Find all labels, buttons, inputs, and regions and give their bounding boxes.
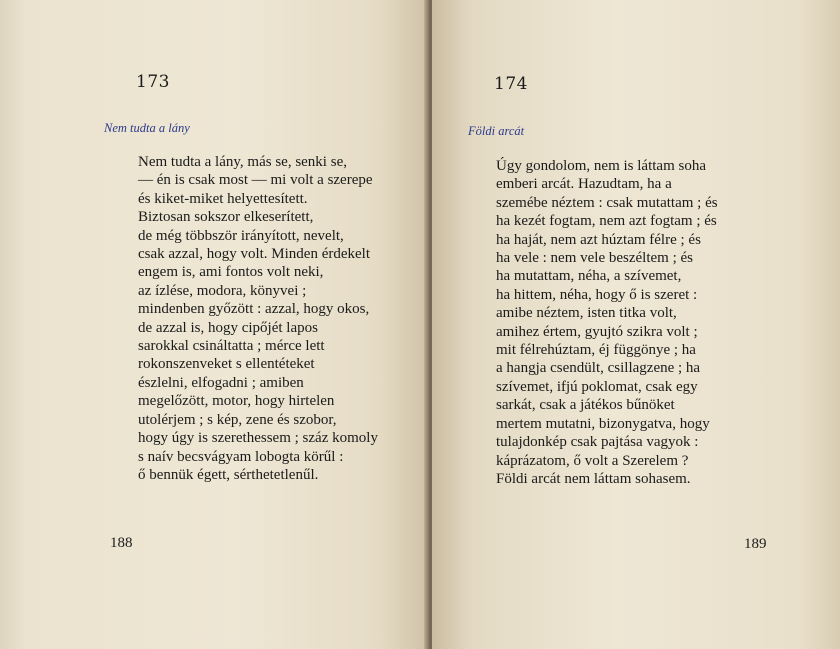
poem-line: szívemet, ifjú poklomat, csak egy	[496, 378, 698, 395]
poem-line: észlelni, elfogadni ; amiben	[138, 374, 304, 391]
poem-line: csak azzal, hogy volt. Minden érdekelt	[138, 246, 371, 263]
poem-line: ha haját, nem azt húztam félre ; és	[496, 231, 701, 248]
poem-line: hogy úgy is szerethessem ; száz komoly	[138, 430, 378, 447]
poem-line: mindenben győzött : azzal, hogy okos,	[138, 301, 370, 318]
right-page-top-number: 174	[494, 74, 528, 94]
poem-line: rokonszenveket s ellentéteket	[138, 356, 315, 373]
left-page-bottom-number: 188	[110, 535, 133, 551]
poem-line: engem is, ami fontos volt neki,	[138, 264, 324, 281]
poem-line: de azzal is, hogy cipőjét lapos	[138, 319, 318, 336]
poem-line: és kiket-miket helyettesített.	[138, 190, 308, 207]
poem-line: szemébe néztem : csak mutattam ; és	[496, 194, 718, 211]
poem-line: ő bennük égett, sérthetetlenűl.	[138, 466, 319, 483]
poem-line: Úgy gondolom, nem is láttam soha	[496, 158, 706, 174]
left-poem-title: Nem tudta a lány	[104, 121, 190, 135]
poem-line: tulajdonkép csak pajtása vagyok :	[496, 434, 699, 451]
poem-line: ha vele : nem vele beszéltem ; és	[496, 250, 693, 267]
poem-line: sarkát, csak a játékos bűnöket	[496, 397, 675, 414]
poem-line: Biztosan sokszor elkeserített,	[138, 209, 314, 226]
poem-line: mertem mutatni, bizonygatva, hogy	[496, 415, 710, 432]
poem-line: emberi arcát. Hazudtam, ha a	[496, 176, 672, 193]
right-poem-title: Földi arcát	[468, 124, 525, 138]
right-page	[432, 0, 840, 649]
poem-line: utolérjem ; s kép, zene és szobor,	[138, 411, 337, 428]
poem-line: amihez értem, gyujtó szikra volt ;	[496, 323, 698, 340]
poem-line: ha kezét fogtam, nem azt fogtam ; és	[496, 213, 717, 230]
poem-line: megelőzött, motor, hogy hirtelen	[138, 393, 335, 410]
left-poem-body	[138, 153, 378, 484]
poem-line: káprázatom, ő volt a Szerelem ?	[496, 452, 689, 469]
poem-line: mit félrehúztam, éj függönye ; ha	[496, 342, 696, 359]
poem-line: az ízlése, modora, könyvei ;	[138, 282, 307, 299]
poem-line: amibe néztem, isten titka volt,	[496, 305, 677, 322]
poem-line: a hangja csendült, csillagzene ; ha	[496, 360, 701, 377]
poem-line: s naív becsvágyam lobogta körűl :	[138, 448, 344, 465]
right-page-bottom-number: 189	[744, 536, 767, 552]
poem-line: ha mutattam, néha, a szívemet,	[496, 268, 682, 285]
left-page-top-number: 173	[136, 72, 170, 92]
poem-line: ha hittem, néha, hogy ő is szeret :	[496, 286, 698, 303]
poem-line: Földi arcát nem láttam sohasem.	[496, 470, 691, 487]
poem-line: sarokkal csináltatta ; mérce lett	[138, 338, 325, 355]
poem-line: — én is csak most — mi volt a szerepe	[138, 172, 373, 189]
right-poem-body	[496, 157, 718, 488]
poem-line: de még többször irányított, nevelt,	[138, 227, 344, 244]
poem-line: Nem tudta a lány, más se, senki se,	[138, 154, 347, 170]
